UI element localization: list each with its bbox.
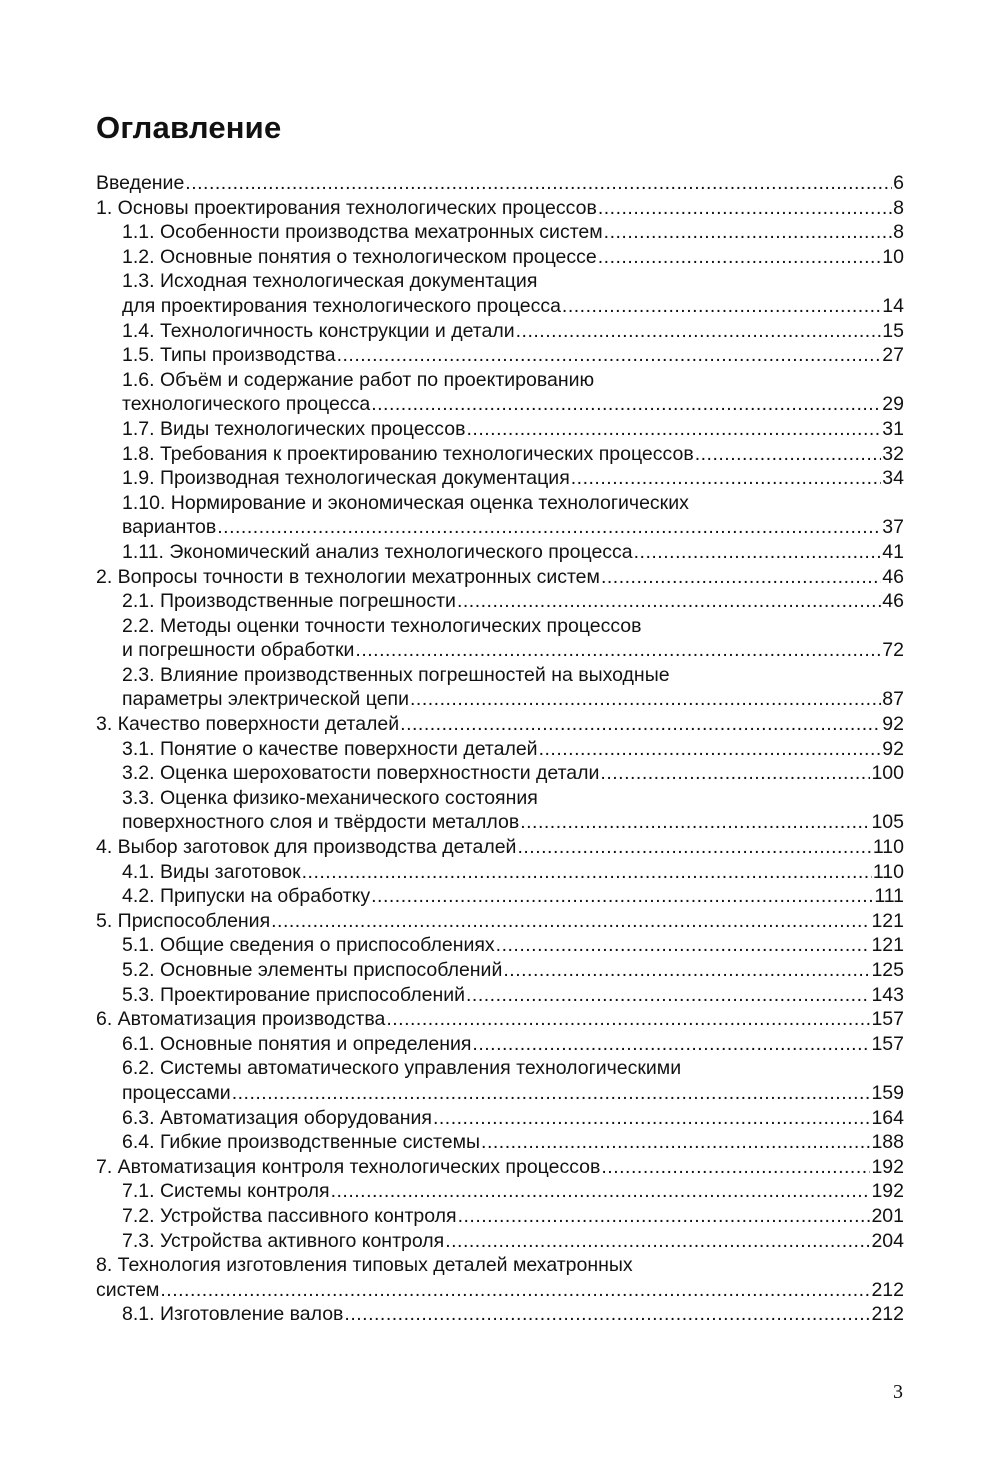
toc-dot-leader — [355, 638, 881, 663]
toc-entry — [96, 614, 904, 639]
toc-entry-page: 46 — [882, 590, 904, 613]
toc-entry — [96, 1056, 904, 1081]
toc-entry — [96, 638, 904, 663]
toc-entry-title: и погрешности обработки — [122, 639, 355, 662]
toc-entry-page: 157 — [871, 1008, 904, 1031]
toc-entry-title: 2.3. Влияние производственных погрешностей на выходные — [122, 663, 670, 686]
toc-entry-page: 192 — [871, 1155, 904, 1178]
toc-entry-page: 212 — [871, 1303, 904, 1326]
toc-dot-leader — [371, 392, 881, 417]
toc-entry-title: 4.1. Виды заготовок — [122, 860, 301, 883]
toc-entry — [96, 171, 904, 196]
toc-dot-leader — [562, 294, 881, 319]
toc-entry — [96, 1155, 904, 1180]
toc-dot-leader — [503, 958, 870, 983]
toc-dot-leader — [185, 171, 892, 196]
toc-entry-page: 164 — [871, 1106, 904, 1129]
toc-entry — [96, 1229, 904, 1254]
toc-entry-page: 27 — [882, 344, 904, 367]
toc-entry-page: 121 — [871, 934, 904, 957]
toc-entry-page: 14 — [882, 294, 904, 317]
toc-entry-page: 6 — [893, 172, 904, 194]
toc-entry-page: 41 — [882, 540, 904, 563]
toc-dot-leader — [601, 565, 881, 590]
toc-entry-page: 46 — [882, 565, 904, 588]
toc-entry-title: 3. Качество поверхности деталей — [96, 713, 400, 736]
toc-entry-title: 1.3. Исходная технологическая документация — [122, 270, 538, 293]
toc-dot-leader — [598, 245, 882, 270]
toc-entry-title: поверхностного слоя и твёрдости металлов — [122, 811, 520, 834]
toc-entry — [96, 958, 904, 983]
toc-entry — [96, 565, 904, 590]
toc-entry-title: для проектирования технологического процесса — [122, 294, 561, 317]
toc-entry-title: 1.11. Экономический анализ технологического процесса — [122, 540, 633, 563]
toc-entry — [96, 269, 904, 294]
toc-dot-leader — [466, 417, 881, 442]
toc-entry — [96, 1253, 904, 1278]
toc-entry — [96, 835, 904, 860]
toc-entry-title: 7.2. Устройства пассивного контроля — [122, 1204, 457, 1227]
toc-entry-title: 6.4. Гибкие производственные системы — [122, 1131, 481, 1154]
toc-entry-page: 125 — [871, 959, 904, 981]
toc-entry-page: 10 — [882, 245, 904, 268]
toc-entry-title: 4. Выбор заготовок для производства деталей — [96, 836, 517, 859]
page-title: Оглавление — [96, 110, 282, 145]
toc-entry-title: 1.5. Типы производства — [122, 344, 336, 367]
toc-entry-title: 8. Технология изготовления типовых деталей мехатронных — [96, 1254, 633, 1277]
toc-entry — [96, 687, 904, 712]
toc-entry-page: 29 — [882, 393, 904, 416]
table-of-contents — [96, 171, 904, 1327]
toc-entry — [96, 196, 904, 221]
toc-entry-title: 8.1. Изготовление валов — [122, 1303, 344, 1326]
toc-dot-leader — [302, 860, 872, 885]
toc-entry — [96, 294, 904, 319]
toc-dot-leader — [400, 712, 881, 737]
toc-dot-leader — [472, 1032, 870, 1057]
toc-entry-title: 5.3. Проектирование приспособлений — [122, 983, 466, 1006]
toc-dot-leader — [571, 466, 882, 491]
toc-entry-title: 3.3. Оценка физико-механического состояния — [122, 786, 538, 809]
toc-entry-title: 4.2. Припуски на обработку — [122, 885, 371, 908]
toc-entry — [96, 589, 904, 614]
toc-dot-leader — [601, 1155, 870, 1180]
toc-entry — [96, 663, 904, 688]
toc-entry — [96, 1106, 904, 1131]
toc-entry-page: 111 — [874, 885, 904, 908]
toc-entry-page: 110 — [872, 836, 904, 859]
toc-entry — [96, 1032, 904, 1057]
toc-dot-leader — [445, 1229, 870, 1254]
toc-entry — [96, 442, 904, 467]
toc-entry — [96, 810, 904, 835]
toc-entry-title: 1.2. Основные понятия о технологическом процессе — [122, 245, 597, 268]
toc-entry-title: 1.8. Требования к проектированию технологических процессов — [122, 442, 694, 465]
toc-entry-title: параметры электрической цепи — [122, 688, 409, 711]
toc-dot-leader — [481, 1130, 870, 1155]
toc-entry-title: 3.2. Оценка шероховатости поверхностности детали — [122, 762, 600, 785]
toc-entry-page: 8 — [893, 221, 904, 244]
toc-entry — [96, 1081, 904, 1106]
toc-entry — [96, 343, 904, 368]
toc-entry — [96, 220, 904, 245]
toc-entry — [96, 368, 904, 393]
toc-dot-leader — [160, 1278, 870, 1303]
toc-entry — [96, 1179, 904, 1204]
toc-dot-leader — [371, 884, 873, 909]
toc-dot-leader — [386, 1007, 870, 1032]
toc-entry — [96, 909, 904, 934]
toc-dot-leader — [410, 687, 881, 712]
toc-entry — [96, 761, 904, 786]
toc-entry-title: 1. Основы проектирования технологических процессов — [96, 196, 597, 219]
toc-entry-page: 159 — [871, 1081, 904, 1104]
toc-entry — [96, 1007, 904, 1032]
toc-entry-title: 1.9. Производная технологическая документация — [122, 467, 570, 490]
toc-entry-title: 5. Приспособления — [96, 909, 271, 932]
toc-dot-leader — [598, 196, 892, 221]
toc-entry-title: 5.2. Основные элементы приспособлений — [122, 959, 503, 981]
toc-entry-title: 3.1. Понятие о качестве поверхности деталей — [122, 737, 538, 760]
toc-entry-title: 6. Автоматизация производства — [96, 1008, 386, 1031]
toc-entry-page: 15 — [882, 319, 904, 342]
toc-entry — [96, 786, 904, 811]
toc-entry-title: 7.1. Системы контроля — [122, 1180, 330, 1203]
toc-dot-leader — [604, 220, 892, 245]
toc-entry — [96, 884, 904, 909]
toc-dot-leader — [433, 1106, 871, 1131]
toc-entry — [96, 1130, 904, 1155]
toc-entry-page: 100 — [871, 762, 904, 785]
toc-entry-title: процессами — [122, 1081, 231, 1104]
toc-entry-page: 8 — [893, 196, 904, 219]
toc-dot-leader — [520, 810, 870, 835]
toc-entry — [96, 540, 904, 565]
toc-entry-page: 212 — [871, 1278, 904, 1301]
toc-entry-title: 6.3. Автоматизация оборудования — [122, 1106, 432, 1129]
toc-entry-page: 143 — [871, 983, 904, 1006]
toc-dot-leader — [331, 1179, 871, 1204]
toc-entry-page: 192 — [871, 1180, 904, 1203]
toc-entry-page: 32 — [882, 442, 904, 465]
toc-entry-title: 1.4. Технологичность конструкции и детали — [122, 319, 515, 342]
toc-entry-page: 157 — [871, 1032, 904, 1055]
toc-entry-title: 5.1. Общие сведения о приспособлениях — [122, 934, 495, 957]
toc-entry-page: 92 — [882, 713, 904, 736]
toc-entry — [96, 466, 904, 491]
toc-dot-leader — [516, 319, 882, 344]
toc-dot-leader — [695, 442, 882, 467]
toc-entry-page: 72 — [882, 639, 904, 662]
toc-entry — [96, 983, 904, 1008]
toc-entry-title: 7.3. Устройства активного контроля — [122, 1229, 445, 1252]
toc-entry — [96, 319, 904, 344]
toc-dot-leader — [539, 737, 882, 762]
toc-dot-leader — [496, 933, 871, 958]
toc-entry — [96, 737, 904, 762]
toc-entry-title: 2.1. Производственные погрешности — [122, 590, 456, 613]
toc-entry — [96, 392, 904, 417]
toc-entry-page: 105 — [871, 811, 904, 834]
toc-entry-title: вариантов — [122, 516, 217, 539]
toc-dot-leader — [344, 1302, 870, 1327]
toc-entry — [96, 417, 904, 442]
toc-dot-leader — [457, 589, 881, 614]
toc-dot-leader — [232, 1081, 871, 1106]
toc-entry-page: 34 — [882, 467, 904, 490]
toc-entry-title: Введение — [96, 172, 185, 194]
toc-entry — [96, 1204, 904, 1229]
toc-entry-page: 87 — [882, 688, 904, 711]
toc-entry-page: 31 — [882, 417, 904, 440]
toc-entry-title: 1.1. Особенности производства мехатронных систем — [122, 221, 603, 244]
toc-entry-page: 201 — [871, 1204, 904, 1227]
toc-entry-page: 92 — [882, 737, 904, 760]
toc-entry-page: 188 — [871, 1131, 904, 1154]
toc-entry-title: 1.10. Нормирование и экономическая оценка технологических — [122, 491, 689, 514]
toc-entry — [96, 860, 904, 885]
page-number: 3 — [893, 1381, 903, 1403]
toc-entry-page: 121 — [871, 909, 904, 932]
toc-entry — [96, 1278, 904, 1303]
toc-entry-title: 6.2. Системы автоматического управления технологическими — [122, 1057, 682, 1080]
toc-dot-leader — [337, 343, 882, 368]
toc-dot-leader — [634, 540, 882, 565]
toc-entry-title: 7. Автоматизация контроля технологических процессов — [96, 1155, 601, 1178]
toc-dot-leader — [466, 983, 870, 1008]
toc-dot-leader — [517, 835, 871, 860]
toc-entry — [96, 515, 904, 540]
toc-dot-leader — [600, 761, 870, 786]
toc-entry — [96, 245, 904, 270]
toc-entry — [96, 712, 904, 737]
toc-entry-title: систем — [96, 1278, 160, 1301]
toc-entry — [96, 491, 904, 516]
toc-entry-title: 1.7. Виды технологических процессов — [122, 417, 466, 440]
toc-entry — [96, 933, 904, 958]
toc-dot-leader — [271, 909, 870, 934]
toc-entry-title: 2.2. Методы оценки точности технологических процессов — [122, 614, 642, 637]
toc-entry-page: 37 — [882, 516, 904, 539]
toc-entry-title: 2. Вопросы точности в технологии мехатронных систем — [96, 565, 600, 588]
toc-dot-leader — [217, 515, 881, 540]
toc-entry-title: 6.1. Основные понятия и определения — [122, 1032, 472, 1055]
toc-entry-page: 204 — [871, 1229, 904, 1252]
toc-dot-leader — [458, 1204, 871, 1229]
toc-entry-page: 110 — [872, 860, 904, 883]
toc-entry — [96, 1302, 904, 1327]
toc-entry-title: 1.6. Объём и содержание работ по проектированию — [122, 368, 595, 391]
toc-entry-title: технологического процесса — [122, 393, 371, 416]
